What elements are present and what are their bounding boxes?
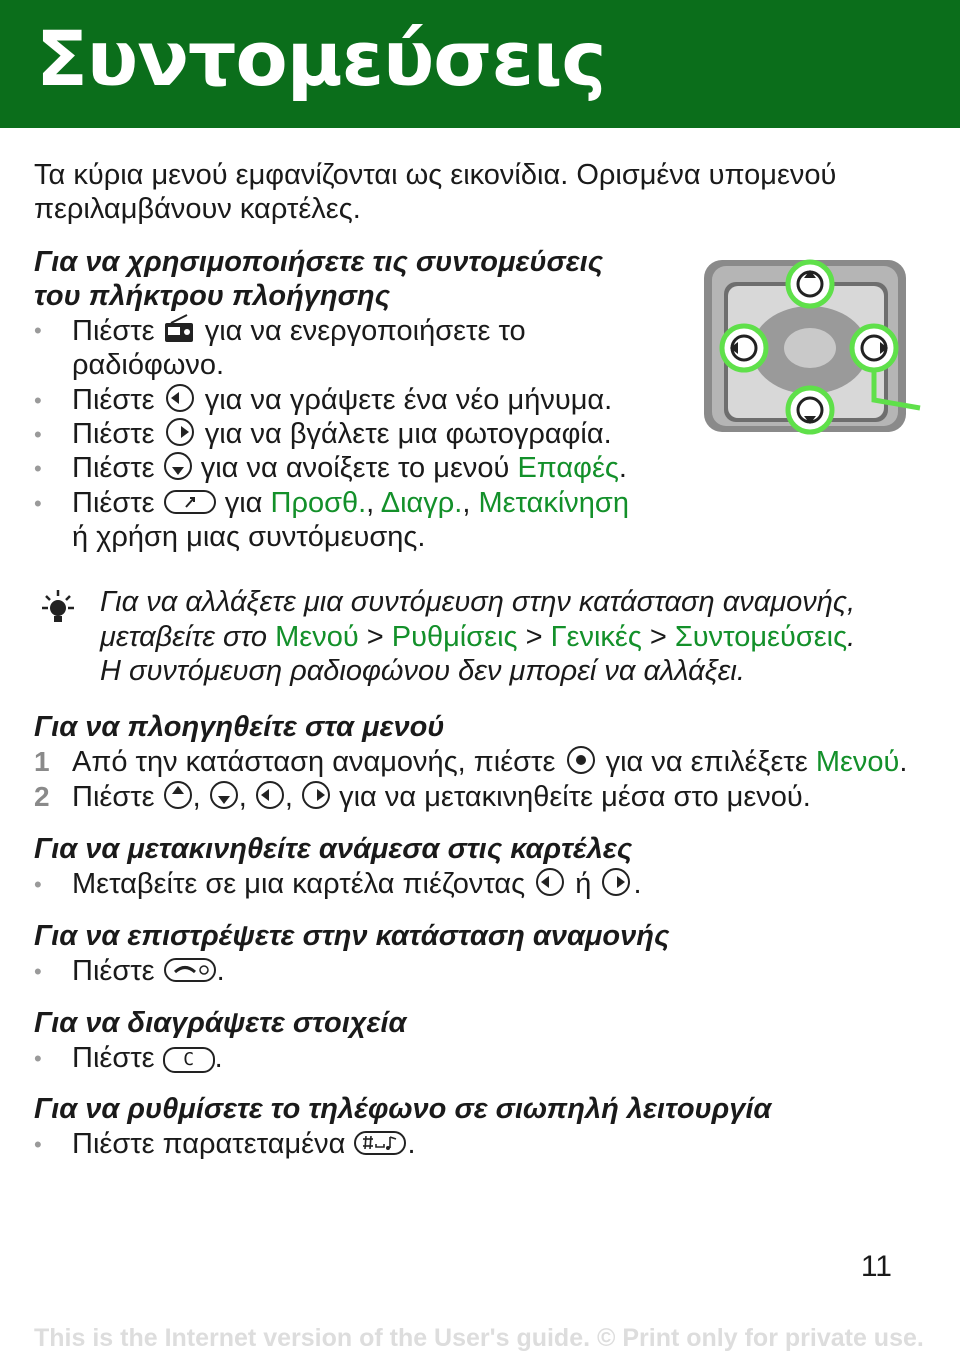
camera-shortcut-line [72, 417, 612, 451]
nav-right-icon [599, 867, 633, 897]
camera-shortcut-text: για να βγάλετε μια φωτογραφία. [204, 418, 612, 450]
tip-text: μεταβείτε στο [100, 621, 268, 653]
tabs-line [72, 867, 642, 901]
punctuation: , [284, 781, 293, 813]
delete-line [72, 1041, 223, 1075]
lightbulb-tip-icon [38, 588, 78, 628]
tabs-text: Μεταβείτε σε μια καρτέλα πιέζοντας [72, 868, 526, 900]
punctuation: . [899, 746, 908, 778]
bullet: • [34, 388, 42, 413]
contacts-shortcut-line [72, 451, 627, 485]
settings-path-link[interactable]: Ρυθμίσεις [391, 621, 518, 653]
punctuation: , [462, 487, 471, 519]
phone-navigation-keypad-image [698, 252, 926, 442]
edit-shortcut-line [72, 486, 629, 520]
press-label: Πιέστε [72, 384, 155, 416]
edit-key-icon [163, 488, 217, 516]
step-number: 2 [34, 781, 50, 812]
bullet: • [34, 318, 42, 343]
nav-shortcuts-heading-2: του πλήκτρου πλοήγησης [34, 280, 391, 312]
nav-shortcuts-heading-1: Για να χρησιμοποιήσετε τις συντομεύσεις [34, 246, 604, 278]
silent-line [72, 1127, 416, 1161]
add-option-link[interactable]: Προσθ. [270, 487, 367, 519]
punctuation: . [633, 868, 642, 900]
nav-down-icon [209, 780, 239, 810]
press-label: Πιέστε [72, 487, 155, 519]
punctuation: . [847, 621, 856, 653]
radio-shortcut-line [72, 314, 526, 348]
page-title: Συντομεύσεις [36, 14, 606, 103]
message-shortcut-line [72, 383, 612, 417]
page-number: 11 [860, 1250, 892, 1283]
step-1-line [72, 745, 907, 779]
intro-line-1: Τα κύρια μενού εμφανίζονται ως εικονίδια. Ορισμένα υπομενού [34, 159, 837, 191]
shortcuts-path-link[interactable]: Συντομεύσεις [674, 621, 848, 653]
bullet: • [34, 491, 42, 516]
message-shortcut-text: για να γράψετε ένα νέο μήνυμα. [204, 384, 613, 416]
punctuation: . [618, 452, 627, 484]
path-separator: > [649, 621, 667, 653]
title-banner [0, 0, 960, 128]
menu-link[interactable]: Μενού [815, 746, 900, 778]
edit-shortcut-text: για [224, 487, 263, 519]
bullet: • [34, 872, 42, 897]
bullet: • [34, 422, 42, 447]
step-number: 1 [34, 746, 50, 777]
footer-notice: This is the Internet version of the User's guide. © Print only for private use. [34, 1324, 924, 1352]
clear-key-icon: C [163, 1047, 215, 1073]
end-key-icon [163, 956, 217, 984]
delete-option-link[interactable]: Διαγρ. [380, 487, 463, 519]
press-label: Πιέστε [72, 1042, 155, 1074]
punctuation: . [214, 1042, 223, 1074]
menu-path-link[interactable]: Μενού [275, 621, 359, 653]
press-label: Πιέστε [72, 452, 155, 484]
bullet: • [34, 1046, 42, 1071]
bullet: • [34, 959, 42, 984]
bullet: • [34, 1132, 42, 1157]
edit-shortcut-continuation: ή χρήση μιας συντόμευσης. [72, 521, 426, 553]
radio-shortcut-text: για να ενεργοποιήσετε το [204, 315, 526, 347]
punctuation: . [407, 1128, 416, 1160]
tabs-heading: Για να μετακινηθείτε ανάμεσα στις καρτέλες [34, 833, 633, 865]
bullet: • [34, 456, 42, 481]
navigate-menus-heading: Για να πλοηγηθείτε στα μενού [34, 711, 445, 743]
press-label: Πιέστε [72, 781, 155, 813]
nav-right-icon [163, 417, 197, 447]
press-label: Πιέστε [72, 955, 155, 987]
nav-left-icon [163, 383, 197, 413]
tip-line-2 [100, 620, 855, 654]
step-1-text-2: για να επιλέξετε [605, 746, 808, 778]
contacts-shortcut-text: για να ανοίξετε το μενού [200, 452, 510, 484]
intro-line-2: περιλαμβάνουν καρτέλες. [34, 193, 361, 225]
silent-text: Πιέστε παρατεταμένα [72, 1128, 346, 1160]
nav-center-icon [564, 745, 598, 775]
silent-heading: Για να ρυθμίσετε το τηλέφωνο σε σιωπηλή λειτουργία [34, 1093, 772, 1125]
contacts-menu-link[interactable]: Επαφές [517, 452, 619, 484]
nav-left-icon [255, 780, 285, 810]
punctuation: , [366, 487, 375, 519]
radio-shortcut-continuation: ραδιόφωνο. [72, 349, 225, 381]
or-text: ή [575, 868, 592, 900]
step-2-line [72, 780, 811, 814]
press-label: Πιέστε [72, 315, 155, 347]
path-separator: > [525, 621, 543, 653]
step-1-text: Από την κατάσταση αναμονής, πιέστε [72, 746, 556, 778]
tip-line-1: Για να αλλάξετε μια συντόμευση στην κατάσταση αναμονής, [100, 586, 856, 618]
press-label: Πιέστε [72, 418, 155, 450]
nav-left-icon [533, 867, 567, 897]
radio-key-icon [163, 314, 197, 344]
move-option-link[interactable]: Μετακίνηση [478, 487, 629, 519]
general-path-link[interactable]: Γενικές [550, 621, 642, 653]
step-2-text: για να μετακινηθείτε μέσα στο μενού. [339, 781, 811, 813]
punctuation: , [192, 781, 201, 813]
hash-key-icon [353, 1129, 407, 1157]
standby-line [72, 954, 225, 988]
standby-heading: Για να επιστρέψετε στην κατάσταση αναμονής [34, 920, 670, 952]
punctuation: . [216, 955, 225, 987]
nav-down-icon [163, 451, 193, 481]
tip-line-3: Η συντόμευση ραδιοφώνου δεν μπορεί να αλλάξει. [100, 655, 745, 687]
path-separator: > [366, 621, 384, 653]
punctuation: , [238, 781, 247, 813]
delete-heading: Για να διαγράψετε στοιχεία [34, 1007, 407, 1039]
nav-up-icon [163, 780, 193, 810]
nav-right-icon [301, 780, 331, 810]
